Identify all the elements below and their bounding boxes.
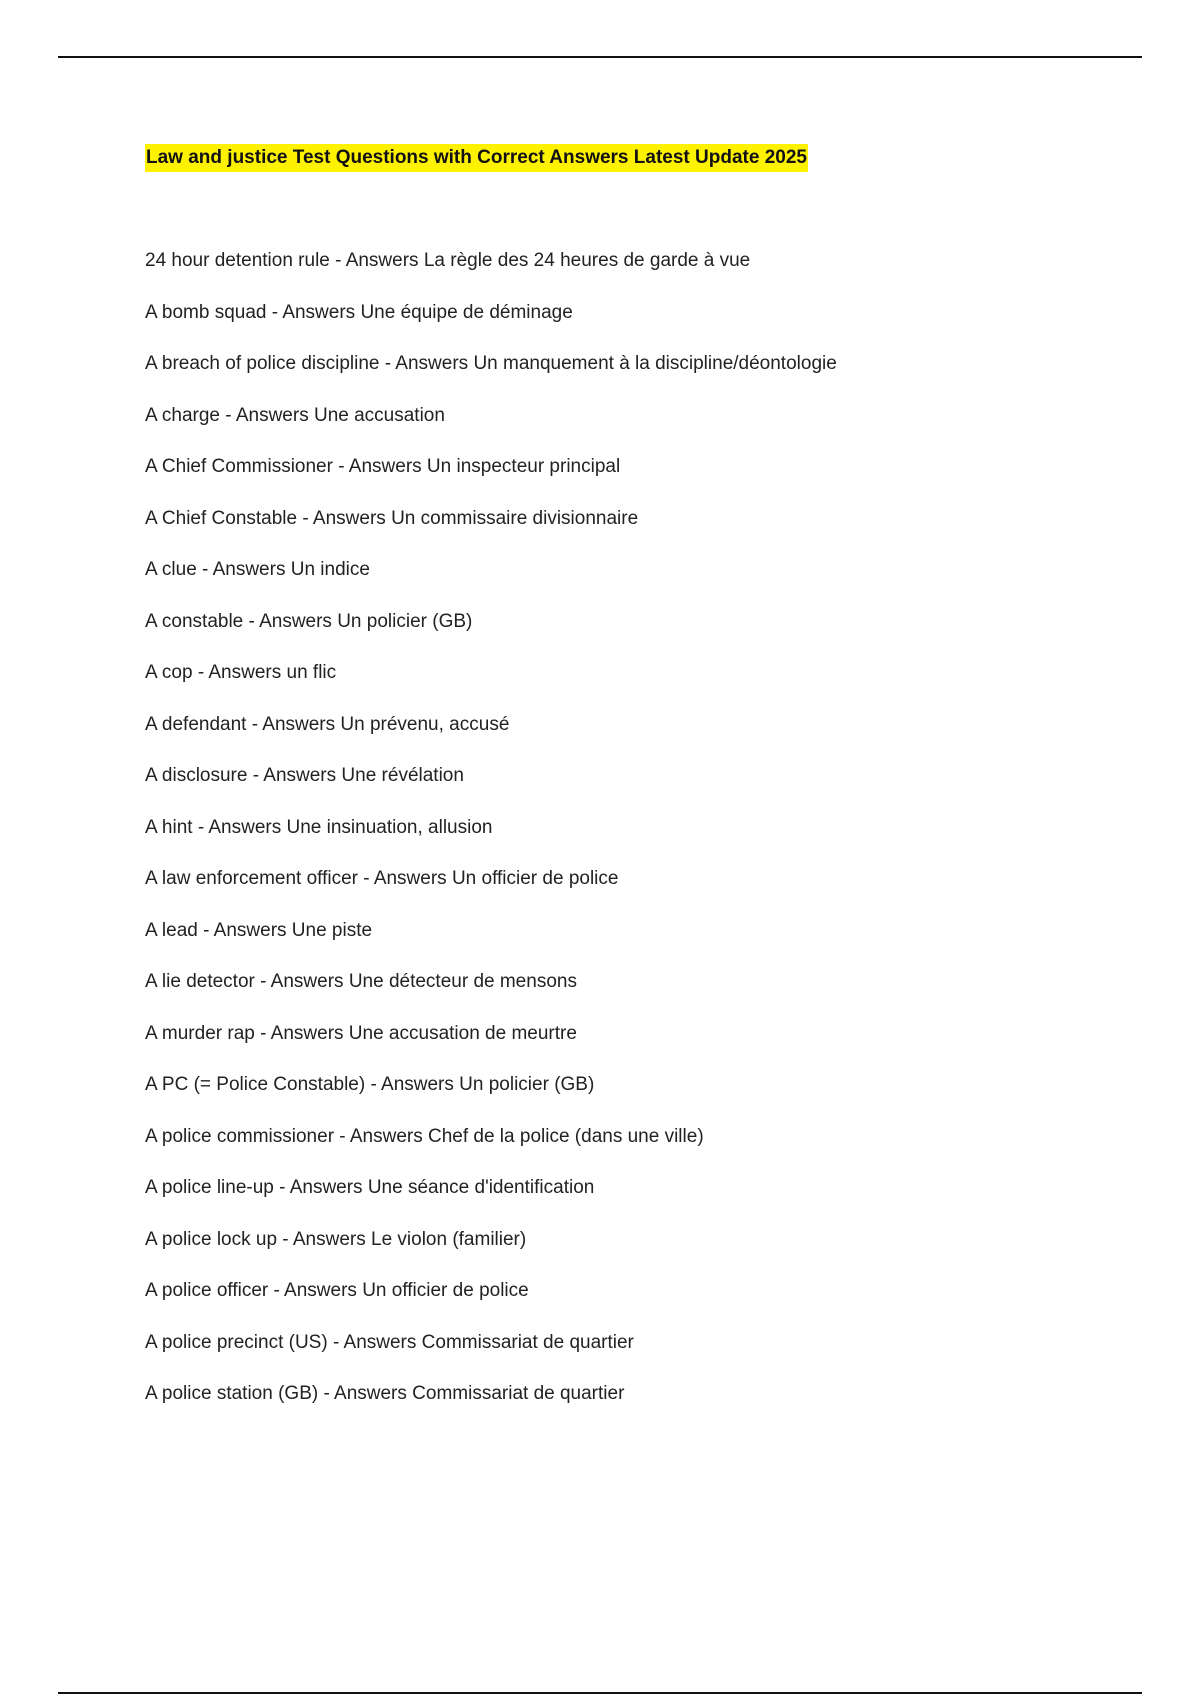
list-item: A Chief Commissioner - Answers Un inspecteur principal <box>145 456 621 477</box>
list-item: A police precinct (US) - Answers Commissariat de quartier <box>145 1331 634 1353</box>
list-item: A bomb squad - Answers Une équipe de déminage <box>145 301 573 323</box>
list-item: A constable - Answers Un policier (GB) <box>145 610 473 632</box>
list-item: A police commissioner - Answers Chef de la police (dans une ville) <box>145 1125 704 1147</box>
list-item: A cop - Answers un flic <box>145 662 337 683</box>
list-item: A hint - Answers Une insinuation, allusion <box>145 816 493 838</box>
list-item: A breach of police discipline - Answers Un manquement à la discipline/déontologie <box>145 353 837 374</box>
list-item: A defendant - Answers Un prévenu, accusé <box>145 713 510 735</box>
document-title: Law and justice Test Questions with Correct Answers Latest Update 2025 <box>145 144 808 172</box>
list-item: A disclosure - Answers Une révélation <box>145 765 464 786</box>
list-item: A lie detector - Answers Une détecteur de mensons <box>145 971 577 992</box>
list-item: A police lock up - Answers Le violon (familier) <box>145 1228 527 1250</box>
list-item: A clue - Answers Un indice <box>145 559 370 580</box>
list-item: A PC (= Police Constable) - Answers Un policier (GB) <box>145 1074 595 1095</box>
header-rule <box>58 56 1142 58</box>
list-item: 24 hour detention rule - Answers La règle des 24 heures de garde à vue <box>145 250 751 271</box>
list-item: A police officer - Answers Un officier de police <box>145 1280 529 1301</box>
list-item: A charge - Answers Une accusation <box>145 404 445 426</box>
list-item: A police line-up - Answers Une séance d'identification <box>145 1177 595 1198</box>
list-item: A murder rap - Answers Une accusation de meurtre <box>145 1022 577 1044</box>
entry-list <box>145 248 837 1433</box>
list-item: A law enforcement officer - Answers Un officier de police <box>145 868 619 889</box>
list-item: A police station (GB) - Answers Commissariat de quartier <box>145 1383 625 1404</box>
footer-rule <box>58 1692 1142 1694</box>
list-item: A Chief Constable - Answers Un commissaire divisionnaire <box>145 507 639 529</box>
list-item: A lead - Answers Une piste <box>145 919 373 941</box>
